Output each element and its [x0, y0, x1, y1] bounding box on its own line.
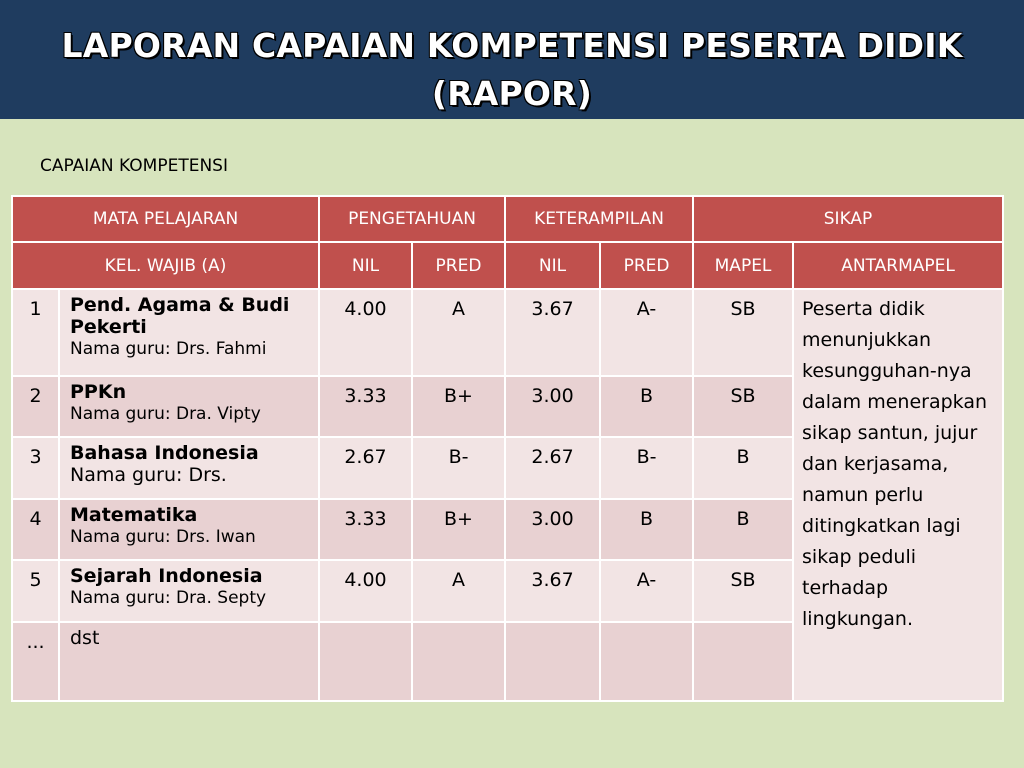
subject-name: Matematika	[70, 504, 198, 526]
pengetahuan-nilai: 4.00	[319, 289, 412, 376]
subject-cell	[59, 622, 319, 701]
pengetahuan-predikat: B+	[412, 376, 505, 437]
header-nil-pengetahuan: NIL	[319, 242, 412, 289]
header-pred-pengetahuan: PRED	[412, 242, 505, 289]
pengetahuan-predikat: A	[412, 289, 505, 376]
header-antarmapel: ANTARMAPEL	[793, 242, 1003, 289]
subject-name: Pend. Agama & Budi Pekerti	[70, 294, 290, 338]
teacher-name: Nama guru: Dra. Vipty	[70, 404, 261, 424]
header-kelompok: KEL. WAJIB (A)	[12, 242, 319, 289]
pengetahuan-nilai: 3.33	[319, 376, 412, 437]
pengetahuan-predikat: B-	[412, 437, 505, 499]
subject-name: dst	[70, 627, 100, 649]
header-pred-keterampilan: PRED	[600, 242, 693, 289]
teacher-name: Nama guru: Drs. Fahmi	[70, 339, 267, 359]
subject-cell	[59, 289, 319, 376]
keterampilan-nilai: 3.00	[505, 376, 600, 437]
row-number: ...	[12, 622, 59, 701]
keterampilan-predikat: B	[600, 376, 693, 437]
subject-cell	[59, 437, 319, 499]
competency-table	[11, 195, 1004, 702]
subject-cell	[59, 376, 319, 437]
keterampilan-predikat: A-	[600, 560, 693, 622]
header-sikap: SIKAP	[693, 196, 1003, 242]
keterampilan-predikat	[600, 622, 693, 701]
header-mapel: MAPEL	[693, 242, 793, 289]
teacher-name: Nama guru: Dra. Septy	[70, 588, 267, 608]
sikap-mapel: SB	[693, 560, 793, 622]
row-number: 5	[12, 560, 59, 622]
subject-name: Bahasa Indonesia	[70, 442, 259, 464]
subject-cell	[59, 499, 319, 560]
teacher-name: Nama guru: Drs.	[70, 464, 227, 486]
keterampilan-nilai	[505, 622, 600, 701]
pengetahuan-nilai: 4.00	[319, 560, 412, 622]
keterampilan-predikat: B	[600, 499, 693, 560]
subject-name: Sejarah Indonesia	[70, 565, 263, 587]
row-number: 4	[12, 499, 59, 560]
pengetahuan-nilai	[319, 622, 412, 701]
header-keterampilan: KETERAMPILAN	[505, 196, 693, 242]
header-mata-pelajaran: MATA PELAJARAN	[12, 196, 319, 242]
keterampilan-nilai: 2.67	[505, 437, 600, 499]
keterampilan-nilai: 3.67	[505, 560, 600, 622]
page-title: LAPORAN CAPAIAN KOMPETENSI PESERTA DIDIK	[61, 26, 963, 65]
table-row	[12, 289, 1003, 376]
keterampilan-nilai: 3.67	[505, 289, 600, 376]
section-label: CAPAIAN KOMPETENSI	[40, 156, 228, 176]
header-row-1	[12, 196, 1003, 242]
pengetahuan-nilai: 3.33	[319, 499, 412, 560]
header-pengetahuan: PENGETAHUAN	[319, 196, 505, 242]
pengetahuan-predikat: A	[412, 560, 505, 622]
row-number: 1	[12, 289, 59, 376]
sikap-mapel: SB	[693, 376, 793, 437]
page-subtitle: (RAPOR)	[431, 74, 593, 113]
row-number: 2	[12, 376, 59, 437]
sikap-antarmapel: Peserta didik menunjukkan kesungguhan-nya dalam menerapkan sikap santun, jujur dan kerjasama, namun perlu ditingkatkan lagi sikap peduli terhadap lingkungan.	[793, 289, 1003, 701]
sikap-mapel: SB	[693, 289, 793, 376]
sikap-mapel: B	[693, 499, 793, 560]
subject-name: PPKn	[70, 381, 127, 403]
header-nil-keterampilan: NIL	[505, 242, 600, 289]
pengetahuan-predikat: B+	[412, 499, 505, 560]
keterampilan-nilai: 3.00	[505, 499, 600, 560]
keterampilan-predikat: B-	[600, 437, 693, 499]
subject-cell	[59, 560, 319, 622]
teacher-name: Nama guru: Drs. Iwan	[70, 527, 256, 547]
keterampilan-predikat: A-	[600, 289, 693, 376]
header-row-2	[12, 242, 1003, 289]
pengetahuan-predikat	[412, 622, 505, 701]
row-number: 3	[12, 437, 59, 499]
pengetahuan-nilai: 2.67	[319, 437, 412, 499]
sikap-mapel: B	[693, 437, 793, 499]
sikap-mapel	[693, 622, 793, 701]
